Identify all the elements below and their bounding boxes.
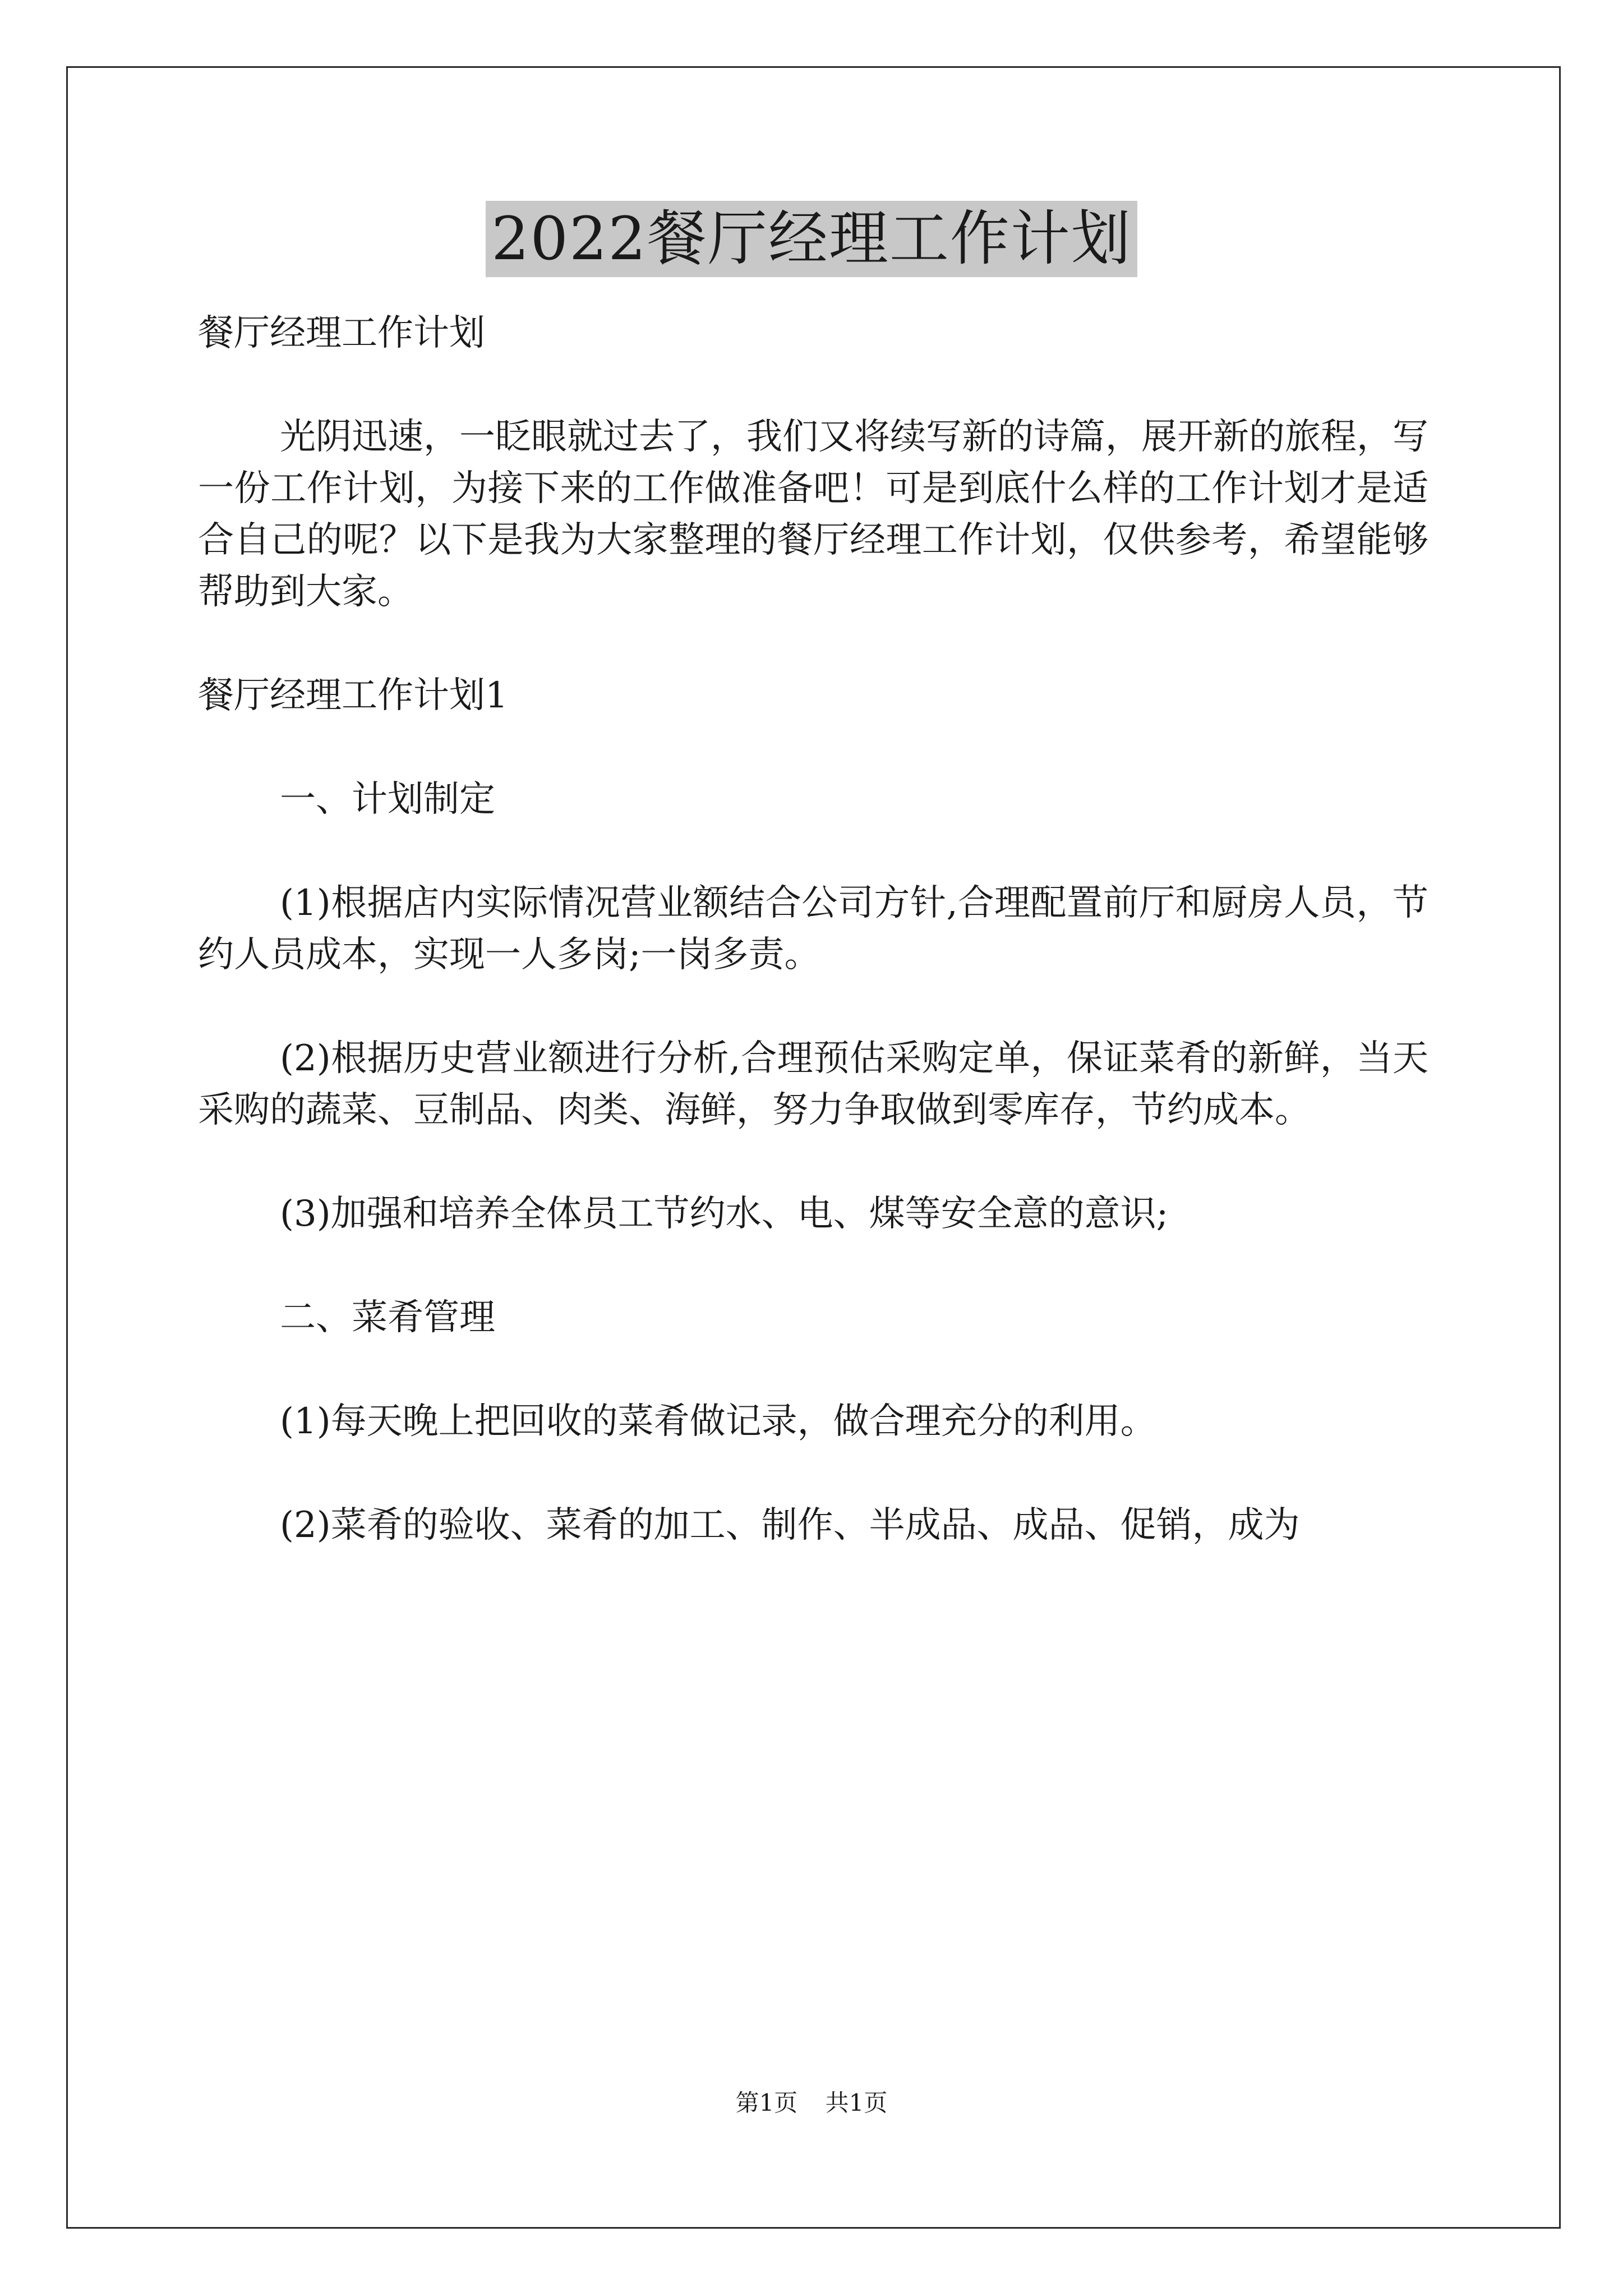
list-item: (2)根据历史营业额进行分析,合理预估采购定单，保证菜肴的新鲜，当天采购的蔬菜、豆制品、肉类、海鲜，努力争取做到零库存，节约成本。 [198, 1038, 1428, 1131]
list-item: (1)每天晚上把回收的菜肴做记录，做合理充分的利用。 [280, 1401, 1156, 1442]
subsection-heading: 二、菜肴管理 [280, 1297, 495, 1338]
document-title: 2022餐厅经理工作计划 [486, 201, 1137, 277]
list-item: (2)菜肴的验收、菜肴的加工、制作、半成品、成品、促销，成为 [280, 1504, 1300, 1546]
section-heading: 餐厅经理工作计划1 [198, 675, 508, 716]
page-footer [0, 2087, 1623, 2119]
list-item: (1)根据店内实际情况营业额结合公司方针,合理配置前厅和厨房人员，节约人员成本，实现一人多岗;一岗多责。 [198, 882, 1428, 976]
document-body [198, 307, 1428, 1603]
page-number: 第1页 [735, 2089, 798, 2116]
list-item: (3)加强和培养全体员工节约水、电、煤等安全意的意识; [280, 1193, 1169, 1235]
title-area [0, 201, 1623, 277]
subtitle-paragraph: 餐厅经理工作计划 [198, 312, 485, 354]
subsection-heading: 一、计划制定 [280, 779, 495, 820]
page-total: 共1页 [825, 2089, 888, 2116]
intro-paragraph: 光阴迅速，一眨眼就过去了，我们又将续写新的诗篇，展开新的旅程，写一份工作计划，为接下来的工作做准备吧！可是到底什么样的工作计划才是适合自己的呢？以下是我为大家整理的餐厅经理工作计划，仅供参考，希望能够帮助到大家。 [198, 416, 1428, 613]
